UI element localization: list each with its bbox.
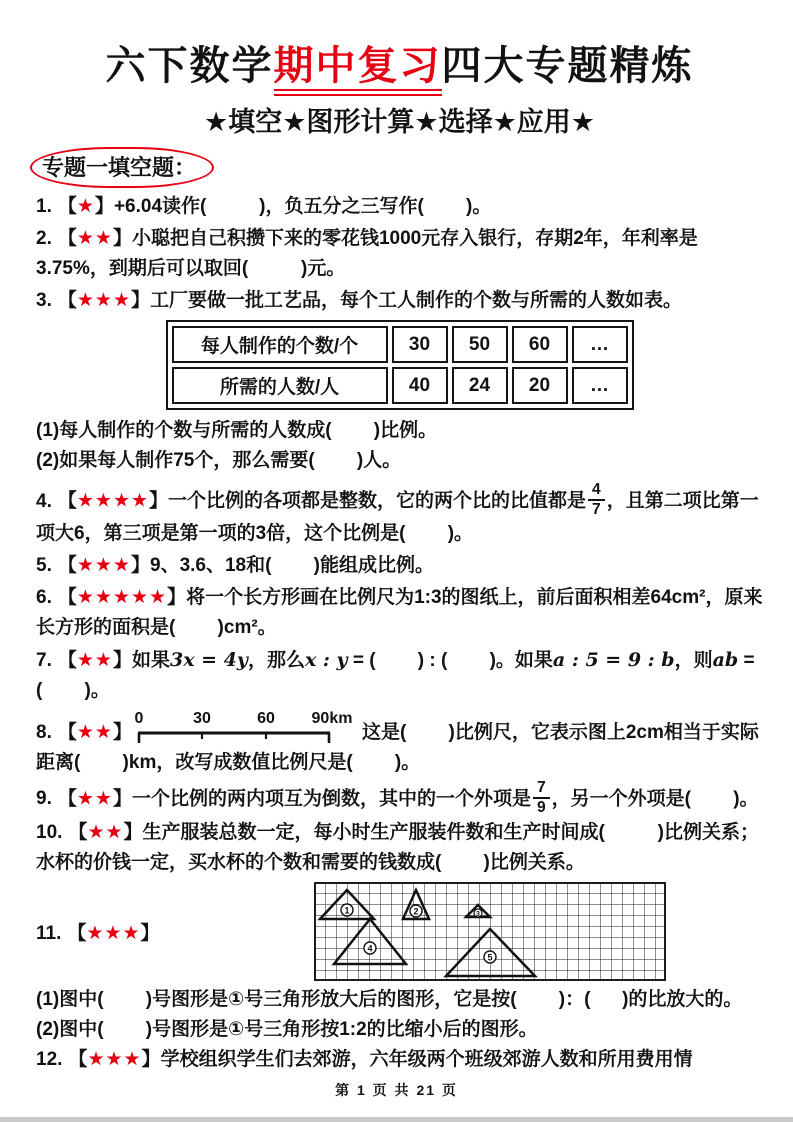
question-11-sub-2: (2)图中( )号图形是①号三角形按1:2的比缩小后的图形。	[36, 1019, 538, 1041]
bracket-open: 【	[68, 822, 88, 844]
triangle-label: 1	[344, 905, 350, 916]
fraction-denominator: 7	[592, 501, 601, 519]
question-7	[36, 645, 763, 706]
question-text: ，且第二项比第一项大6，第三项是第一项的3倍，这个比例是( )。	[36, 490, 759, 544]
question-2	[36, 224, 763, 284]
bracket-close: 】	[94, 196, 114, 217]
bracket-open: 【	[57, 721, 77, 743]
question-text: 9、3.6、18和( )能组成比例。	[150, 554, 434, 576]
row-label: 每人制作的个数/个	[172, 326, 388, 363]
bracket-close: 】	[112, 649, 132, 671]
question-11-label	[36, 918, 314, 945]
question-number: 7.	[36, 649, 52, 671]
question-11	[36, 882, 763, 981]
question-number: 12.	[36, 1049, 63, 1071]
question-text: 生产服装总数一定，每小时生产服装件数和生产时间成( )比例关系；水杯的价钱一定，买水杯的个数和需要的钱数成( )比例关系。	[36, 822, 759, 874]
fraction	[533, 780, 550, 817]
fraction	[588, 482, 605, 519]
question-9	[36, 780, 763, 817]
question-text: 这是( )比例尺，它表示图上2cm相当于实际距离( )km，改写成数值比例尺是( )。	[36, 721, 759, 773]
cell: 30	[392, 326, 448, 363]
math-expression: ab	[712, 648, 739, 671]
question-number: 6.	[36, 586, 52, 608]
question-text: ，那么	[247, 649, 305, 671]
ruler-tick-label: 60	[257, 709, 275, 727]
title-prefix: 六下数学	[105, 44, 274, 88]
question-text: 学校组织学生们去郊游，六年级两个班级郊游人数和所用费用情	[160, 1049, 693, 1071]
cell: 50	[452, 326, 508, 363]
bracket-open: 【	[57, 228, 77, 249]
page-title	[36, 42, 763, 90]
page-edge-shadow	[0, 1117, 793, 1122]
stars: ★★	[76, 721, 113, 743]
table-row	[172, 326, 628, 363]
bracket-close: 】	[112, 228, 132, 249]
stars: ★★★	[76, 554, 131, 576]
ruler-tick-label: 90km	[311, 709, 353, 727]
bracket-open: 【	[57, 196, 77, 217]
question-text: 一个比例的两内项互为倒数，其中的一个外项是	[131, 788, 531, 810]
question-3-sub-2: (2)如果每人制作75个，那么需要( )人。	[36, 450, 402, 471]
section-heading: 专题一填空题：	[30, 147, 214, 188]
star-rating	[58, 491, 168, 512]
question-text: 小聪把自己积攒下来的零花钱1000元存入银行，存期2年，年利率是3.75%，到期后可以取回( )元。	[36, 228, 698, 279]
question-number: 2.	[36, 228, 52, 249]
star-rating	[58, 722, 132, 743]
stars: ★★	[87, 822, 124, 844]
star-rating	[58, 788, 132, 809]
bracket-close: 】	[130, 290, 150, 311]
stars: ★★★★★	[76, 586, 168, 608]
star-rating	[58, 650, 132, 671]
ratio-table	[166, 320, 634, 410]
math-expression: x : y	[304, 648, 348, 671]
stars: ★★	[76, 649, 113, 671]
question-3	[36, 286, 763, 316]
question-text: 将一个长方形画在比例尺为1:3的图纸上，前后面积相差64cm²，原来长方形的面积是( )cm²。	[36, 586, 763, 638]
cell: 40	[392, 367, 448, 404]
star-rating	[58, 228, 132, 249]
question-number: 10.	[36, 822, 63, 844]
question-text: 一个比例的各项都是整数，它的两个比的比值都是	[168, 490, 587, 512]
bracket-close: 】	[140, 923, 160, 945]
stars: ★	[76, 196, 95, 217]
bracket-open: 【	[57, 290, 77, 311]
bracket-close: 】	[149, 490, 169, 512]
fraction-numerator: 7	[533, 780, 550, 799]
stars: ★★★	[76, 290, 131, 311]
question-text: ，另一个外项是( )。	[551, 788, 759, 810]
page-subtitle: ★填空★图形计算★选择★应用★	[203, 107, 596, 137]
question-5	[36, 551, 763, 581]
bracket-open: 【	[67, 923, 87, 945]
page-number: 第 1 页 共 21 页	[335, 1082, 458, 1098]
question-8	[36, 708, 763, 778]
question-number: 5.	[36, 554, 52, 576]
question-number: 11.	[36, 923, 62, 945]
bracket-close: 】	[167, 586, 187, 608]
bracket-open: 【	[57, 586, 77, 608]
row-label: 所需的人数/人	[172, 367, 388, 404]
question-text: = ( )。	[36, 649, 755, 701]
ruler-tick-label: 0	[134, 709, 144, 727]
question-text: ，则	[674, 649, 713, 671]
bracket-open: 【	[57, 649, 77, 671]
triangle-label: 3	[476, 911, 480, 919]
question-1	[36, 192, 763, 222]
triangle-grid-figure	[314, 882, 666, 981]
bracket-open: 【	[57, 490, 77, 512]
question-12	[36, 1045, 763, 1075]
star-rating	[58, 587, 186, 608]
triangle-label: 5	[487, 952, 493, 963]
bracket-open: 【	[57, 554, 77, 576]
stars: ★★	[76, 788, 113, 810]
ruler-tick-label: 30	[193, 709, 211, 727]
question-text: 如果	[131, 649, 170, 671]
bracket-close: 】	[130, 554, 150, 576]
star-rating	[58, 555, 150, 576]
question-text: 工厂要做一批工艺品，每个工人制作的个数与所需的人数如表。	[150, 290, 683, 311]
question-number: 8.	[36, 721, 52, 743]
star-rating	[58, 290, 150, 311]
bracket-close: 】	[112, 788, 132, 810]
title-suffix: 四大专题精炼	[441, 44, 694, 88]
question-10	[36, 818, 763, 878]
bracket-open: 【	[57, 788, 77, 810]
cell: …	[572, 367, 628, 404]
question-6	[36, 583, 763, 643]
stars: ★★★	[86, 923, 141, 945]
question-4	[36, 482, 763, 549]
question-11-sub-1: (1)图中( )号图形是①号三角形放大后的图形，它是按( )：( )的比放大的。	[36, 989, 743, 1011]
question-number: 4.	[36, 490, 52, 512]
star-rating	[67, 923, 159, 944]
ratio-table-wrap	[36, 320, 763, 410]
bracket-close: 】	[123, 822, 143, 844]
table-row	[172, 367, 628, 404]
star-rating	[68, 822, 142, 843]
title-highlight: 期中复习	[274, 44, 442, 96]
cell: 24	[452, 367, 508, 404]
bracket-open: 【	[68, 1049, 88, 1071]
cell: …	[572, 326, 628, 363]
math-expression: 3x = 4y	[169, 648, 248, 671]
question-3-sub-1: (1)每人制作的个数与所需的人数成( )比例。	[36, 420, 438, 441]
math-expression: a : 5 = 9 : b	[552, 648, 675, 671]
question-text: = ( ) : ( )。如果	[347, 649, 553, 671]
scale-ruler-figure	[134, 708, 356, 746]
fraction-numerator: 4	[588, 482, 605, 501]
stars: ★★★★	[76, 490, 150, 512]
star-rating	[58, 196, 114, 217]
question-text: +6.04读作( )，负五分之三写作( )。	[113, 196, 492, 217]
section-heading-wrap	[30, 147, 763, 188]
bracket-close: 】	[112, 721, 132, 743]
cell: 60	[512, 326, 568, 363]
question-number: 3.	[36, 290, 52, 311]
bracket-close: 】	[141, 1049, 161, 1071]
fraction-denominator: 9	[536, 799, 546, 817]
star-rating	[68, 1049, 160, 1070]
question-number: 9.	[36, 788, 52, 810]
triangle-label: 4	[367, 943, 373, 954]
stars: ★★★	[87, 1049, 142, 1071]
question-number: 1.	[36, 196, 52, 217]
stars: ★★	[76, 228, 113, 249]
cell: 20	[512, 367, 568, 404]
triangle-label: 2	[413, 906, 419, 917]
